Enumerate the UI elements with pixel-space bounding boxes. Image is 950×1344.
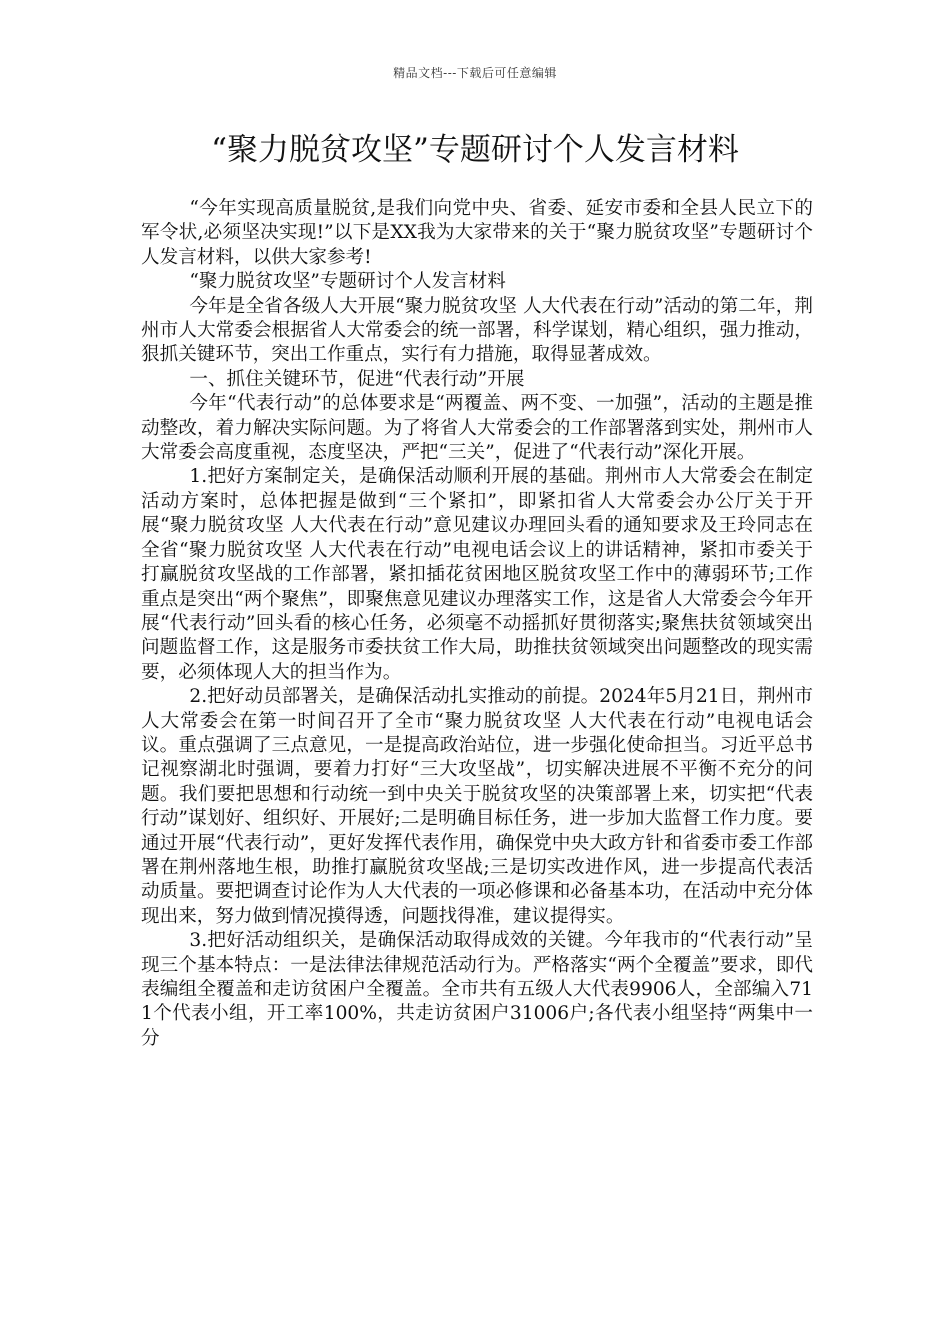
paragraph-subtitle: “聚力脱贫攻坚”专题研讨个人发言材料	[189, 271, 506, 293]
paragraph-point-3: 3.把好活动组织关，是确保活动取得成效的关键。今年我市的“代表行动”呈现三个基本特点：一是法律法律规范活动行为。严格落实“两个全覆盖”要求，即代表编组全覆盖和走访贫困户全覆盖。全市共有五级人大代表9906人，全部编入711个代表小组，开工率100%，共走访贫困户31006户;各代表小组坚持“两集中一分	[141, 930, 813, 1049]
paragraph-intro: “今年实现高质量脱贫,是我们向党中央、省委、延安市委和全县人民立下的军令状,必须坚决实现!”以下是XX我为大家带来的关于“聚力脱贫攻坚”专题研讨个人发言材料，以供大家参考!	[141, 198, 813, 268]
document-title: “聚力脱贫攻坚”专题研讨个人发言材料	[211, 132, 739, 168]
paragraph-requirements: 今年“代表行动”的总体要求是“两覆盖、两不变、一加强”，活动的主题是推动整改，着力解决实际问题。为了将省人大常委会的工作部署落到实处，荆州市人大常委会高度重视，态度坚决，严把“三关”，促进了“代表行动”深化开展。	[141, 393, 813, 464]
document-body	[141, 197, 813, 1051]
paragraph-overview: 今年是全省各级人大开展“聚力脱贫攻坚 人大代表在行动”活动的第二年，荆州市人大常委会根据省人大常委会的统一部署，科学谋划，精心组织，强力推动，狠抓关键环节，突出工作重点，实行有力措施，取得显著成效。	[141, 295, 813, 366]
paragraph-point-2: 2.把好动员部署关，是确保活动扎实推动的前提。2024年5月21日，荆州市人大常委会在第一时间召开了全市“聚力脱贫攻坚 人大代表在行动”电视电话会议。重点强调了三点意见，一是提高政治站位，进一步强化使命担当。习近平总书记视察湖北时强调，要着力打好“三大攻坚战”，切实解决进展不平衡不充分的问题。我们要把思想和行动统一到中央关于脱贫攻坚的决策部署上来，切实把“代表行动”谋划好、组织好、开展好;二是明确目标任务，进一步加大监督工作力度。要通过开展“代表行动”，更好发挥代表作用，确保党中央大政方针和省委市委工作部署在荆州落地生根，助推打赢脱贫攻坚战;三是切实改进作风，进一步提高代表活动质量。要把调查讨论作为人大代表的一项必修课和必备基本功，在活动中充分体现出来，努力做到情况摸得透，问题找得准，建议提得实。	[141, 686, 813, 927]
section-heading-1: 一、抓住关键环节，促进“代表行动”开展	[189, 368, 525, 390]
paragraph-point-1: 1.把好方案制定关，是确保活动顺利开展的基础。荆州市人大常委会在制定活动方案时，总体把握是做到“三个紧扣”，即紧扣省人大常委会办公厅关于开展“聚力脱贫攻坚 人大代表在行动”意见建议办理回头看的通知要求及王玲同志在全省“聚力脱贫攻坚 人大代表在行动”电视电话会议上的讲话精神，紧扣市委关于打赢脱贫攻坚战的工作部署，紧扣插花贫困地区脱贫攻坚工作中的薄弱环节;工作重点是突出“两个聚焦”，即聚焦意见建议办理落实工作，这是省人大常委会今年开展“代表行动”回头看的核心任务，必须毫不动摇抓好贯彻落实;聚焦扶贫领域突出问题监督工作，这是服务市委扶贫工作大局，助推扶贫领域突出问题整改的现实需要，必须体现人大的担当作为。	[141, 466, 813, 683]
header-note: 精品文档---下载后可任意编辑	[393, 66, 557, 80]
